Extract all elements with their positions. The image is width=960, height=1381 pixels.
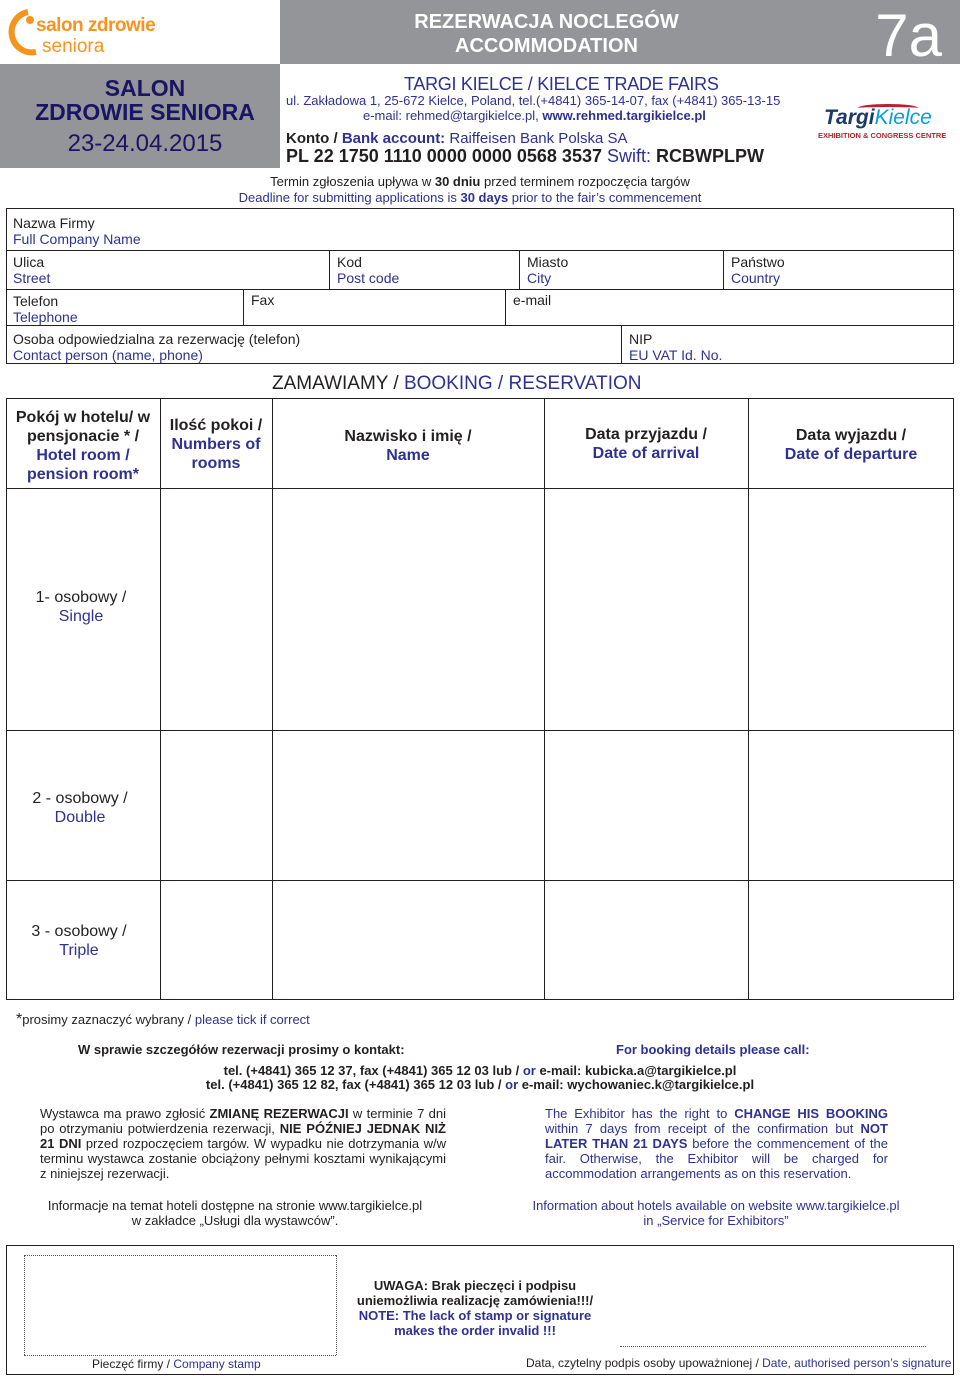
- contact2-a: tel. (+4841) 365 12 82, fax (+4841) 365 12 03 lub /: [205, 1077, 506, 1092]
- nip-label: [629, 331, 722, 363]
- col-header-room-type: [6, 408, 160, 484]
- nip-pl: NIP: [629, 331, 653, 347]
- footnote: [16, 1011, 310, 1029]
- contact2-b: e-mail: wychowaniec.k@targikielce.pl: [518, 1077, 755, 1092]
- www-link[interactable]: www.rehmed.targikielce.pl: [542, 108, 706, 123]
- triple-departure-cell[interactable]: [749, 881, 953, 999]
- signature-pl: Data, czytelny podpis osoby upoważnionej /: [526, 1356, 763, 1370]
- stamp-pl: Pieczęć firmy /: [92, 1357, 174, 1371]
- terms-pl: [40, 1106, 446, 1181]
- note-block: [330, 1278, 620, 1338]
- targi-logo-sub: EXHIBITION & CONGRESS CENTRE: [818, 131, 947, 140]
- iban: [286, 146, 764, 167]
- swift-code: RCBWPLPW: [656, 146, 764, 166]
- col-header-departure: [748, 426, 954, 464]
- bank-name: Raiffeisen Bank Polska SA: [445, 130, 628, 147]
- stamp-label: [92, 1357, 261, 1371]
- row1-pl: 1- osobowy /: [35, 589, 127, 606]
- targi-kielce-logo: [818, 104, 954, 144]
- note-pl-2: uniemożliwia realizację zamówienia!!!/: [356, 1293, 594, 1308]
- contact2-or: or: [505, 1077, 519, 1092]
- header-title-pl: REZERWACJA NOCLEGÓW: [414, 11, 679, 33]
- deadline-pl-c: przed terminem rozpoczęcia targów: [480, 174, 690, 189]
- iban-number: PL 22 1750 1110 0000 0000 0568 3537: [286, 146, 602, 166]
- salon-title-1: SALON: [104, 75, 186, 101]
- salon-dates: 23-24.04.2015: [67, 130, 223, 157]
- row-label-triple: [6, 922, 152, 960]
- email-text: e-mail: rehmed@targikielce.pl,: [363, 108, 543, 123]
- info-en: [506, 1198, 926, 1228]
- note-en-1: NOTE: The lack of stamp or signature: [358, 1308, 592, 1323]
- kielce-word: Kielce: [874, 106, 932, 129]
- bank-account: [286, 130, 628, 147]
- deadline-en-b: 30 days: [460, 190, 509, 205]
- country-label: [731, 254, 785, 286]
- postcode-en: Post code: [337, 270, 400, 286]
- contact-line-2: [0, 1077, 960, 1092]
- fax-field[interactable]: [244, 290, 506, 326]
- logo-line2: seniora: [42, 36, 105, 57]
- contact-heading-pl: W sprawie szczegółów rezerwacji prosimy o kontakt:: [78, 1042, 405, 1057]
- terms-en-a: The Exhibitor has the right to: [545, 1106, 735, 1121]
- terms-pl-c: w terminie 7 dni po otrzymaniu potwierdzenia rezerwacji,: [40, 1106, 447, 1136]
- deadline-pl-a: Termin zgłoszenia upływa w: [270, 174, 435, 189]
- phone-en: Telephone: [13, 309, 78, 325]
- col-header-name: [272, 427, 544, 465]
- street-en: Street: [13, 270, 51, 286]
- row-label-double: [6, 789, 154, 827]
- booking-en: BOOKING / RESERVATION: [403, 373, 642, 394]
- targi-word: Targi: [824, 106, 875, 129]
- stamp-en: Company stamp: [173, 1357, 261, 1371]
- col-header-arrival: [544, 425, 748, 463]
- company-address: ul. Zakładowa 1, 25-672 Kielce, Poland, tel.(+4841) 365-14-07, fax (+4841) 365-13-15: [286, 93, 781, 108]
- nip-en: EU VAT Id. No.: [629, 347, 723, 363]
- single-rooms-count-cell[interactable]: [161, 489, 271, 729]
- stamp-area[interactable]: [26, 1257, 334, 1353]
- salon-title: [0, 76, 290, 124]
- deadline-pl: [0, 174, 960, 189]
- deadline-en-c: prior to the fair’s commencement: [508, 190, 702, 205]
- form-number: 7a: [813, 0, 960, 64]
- double-rooms-count-cell[interactable]: [161, 731, 271, 879]
- signature-line[interactable]: [620, 1346, 926, 1347]
- double-name-cell[interactable]: [273, 731, 543, 879]
- info-pl: [20, 1198, 450, 1228]
- signature-en: Date, authorised person’s signature: [762, 1356, 952, 1370]
- terms-pl-b: ZMIANĘ REZERWACJI: [209, 1106, 349, 1121]
- info-pl-1: Informacje na temat hoteli dostępne na stronie www.targikielce.pl: [47, 1198, 423, 1213]
- targi-logo-text: [824, 106, 932, 130]
- phone-pl: Telefon: [13, 293, 59, 309]
- col3-en: Name: [386, 447, 430, 464]
- postcode-label: [337, 254, 399, 286]
- info-pl-2: w zakładce „Usługi dla wystawców”.: [131, 1213, 339, 1228]
- company-name-label: [13, 215, 141, 247]
- konto-pl: Konto /: [286, 130, 342, 147]
- booking-pl: ZAMAWIAMY /: [272, 373, 404, 394]
- footnote-pl: prosimy zaznaczyć wybrany /: [22, 1012, 195, 1027]
- country-pl: Państwo: [731, 254, 785, 270]
- terms-en-c: within 7 days from receipt of the confirmation but: [545, 1121, 861, 1136]
- contact-heading-en: For booking details please call:: [616, 1042, 810, 1057]
- row2-en: Double: [54, 809, 106, 826]
- triple-rooms-count-cell[interactable]: [161, 881, 271, 999]
- single-name-cell[interactable]: [273, 489, 543, 729]
- email-label: e-mail: [513, 292, 552, 308]
- terms-en-b: CHANGE HIS BOOKING: [734, 1106, 889, 1121]
- street-pl: Ulica: [13, 254, 45, 270]
- terms-en-e: before the commencement of the fair. Otherwise, the Exhibitor will be charged for accommodation arrangements as on this reservation.: [545, 1136, 888, 1181]
- street-label: [13, 254, 50, 286]
- salon-logo: [6, 6, 156, 62]
- contact-pl: Osoba odpowiedzialna za rezerwację (telefon): [13, 331, 301, 347]
- double-arrival-cell[interactable]: [545, 731, 747, 879]
- terms-pl-a: Wystawca ma prawo zgłosić: [40, 1106, 210, 1121]
- col1-pl: Pokój w hotelu/ w pensjonacie * /: [15, 409, 151, 445]
- email-field[interactable]: [506, 290, 954, 326]
- col5-pl: Data wyjazdu /: [795, 427, 907, 444]
- triple-name-cell[interactable]: [273, 881, 543, 999]
- terms-pl-d: NIE PÓŹNIEJ JEDNAK NIŻ 21 DNI: [40, 1121, 446, 1151]
- terms-en: [545, 1106, 888, 1181]
- city-pl: Miasto: [527, 254, 569, 270]
- info-en-2: in „Service for Exhibitors”: [643, 1213, 789, 1228]
- phone-label: [13, 293, 78, 325]
- terms-pl-e: przed rozpoczęciem targów. W wypadku nie dotrzymania w/w terminu wystawca zostanie obciążony pełnymi kosztami wynikającymi z niniejszej rezerwacji.: [40, 1136, 446, 1181]
- col2-en: Numbers of rooms: [171, 436, 261, 472]
- col5-en: Date of departure: [784, 446, 918, 463]
- logo-line1: salon zdrowie: [36, 15, 156, 36]
- info-en-1: Information about hotels available on website www.targikielce.pl: [532, 1198, 900, 1213]
- city-en: City: [527, 270, 552, 286]
- contact-line-1: [0, 1063, 960, 1078]
- deadline-en-a: Deadline for submitting applications is: [238, 190, 461, 205]
- deadline-pl-b: 30 dniu: [434, 174, 481, 189]
- triple-arrival-cell[interactable]: [545, 881, 747, 999]
- col4-en: Date of arrival: [592, 445, 700, 462]
- company-pl: Nazwa Firmy: [13, 215, 95, 231]
- stamp-area-left: [24, 1255, 25, 1355]
- col2-pl: Ilość pokoi /: [169, 417, 263, 434]
- col-header-numbers: [160, 416, 272, 473]
- contact-en: Contact person (name, phone): [13, 347, 203, 363]
- contact-person-label: [13, 331, 300, 363]
- header-title: [280, 0, 813, 64]
- single-departure-cell[interactable]: [749, 489, 953, 729]
- double-departure-cell[interactable]: [749, 731, 953, 879]
- konto-en: Bank account:: [341, 130, 446, 147]
- signature-label: [526, 1356, 951, 1370]
- contact1-or: or: [522, 1063, 536, 1078]
- fax-label: Fax: [251, 292, 275, 308]
- single-arrival-cell[interactable]: [545, 489, 747, 729]
- row3-en: Triple: [59, 942, 99, 959]
- postcode-pl: Kod: [337, 254, 362, 270]
- city-label: [527, 254, 568, 286]
- row1-en: Single: [58, 608, 104, 625]
- row-label-single: [6, 588, 156, 626]
- row3-pl: 3 - osobowy /: [31, 923, 127, 940]
- footnote-en: please tick if correct: [194, 1012, 310, 1027]
- booking-title: [272, 373, 642, 395]
- col3-pl: Nazwisko i imię /: [344, 428, 472, 445]
- company-name-field[interactable]: [6, 208, 954, 251]
- note-pl-1: UWAGA: Brak pieczęci i podpisu: [373, 1278, 577, 1293]
- country-en: Country: [731, 270, 781, 286]
- deadline-en: [0, 190, 940, 205]
- header-title-en: ACCOMMODATION: [455, 35, 638, 57]
- contact1-a: tel. (+4841) 365 12 37, fax (+4841) 365 12 03 lub /: [223, 1063, 523, 1078]
- terms-en-d: NOT LATER THAN 21 DAYS: [545, 1121, 888, 1151]
- footnote-star: *: [16, 1011, 23, 1028]
- stamp-area-bottom: [24, 1355, 336, 1356]
- col4-pl: Data przyjazdu /: [585, 426, 707, 443]
- company-email: [363, 108, 706, 123]
- salon-title-2: ZDROWIE SENIORA: [35, 99, 255, 125]
- company-en: Full Company Name: [13, 231, 141, 247]
- row2-pl: 2 - osobowy /: [32, 790, 128, 807]
- note-en-2: makes the order invalid !!!: [394, 1323, 556, 1338]
- stamp-area-top: [24, 1255, 336, 1256]
- swift-label: Swift:: [601, 146, 656, 166]
- col1-en: Hotel room / pension room*: [26, 447, 139, 483]
- contact1-b: e-mail: kubicka.a@targikielce.pl: [535, 1063, 737, 1078]
- street-field[interactable]: [6, 251, 330, 290]
- fair-name: TARGI KIELCE / KIELCE TRADE FAIRS: [404, 74, 719, 94]
